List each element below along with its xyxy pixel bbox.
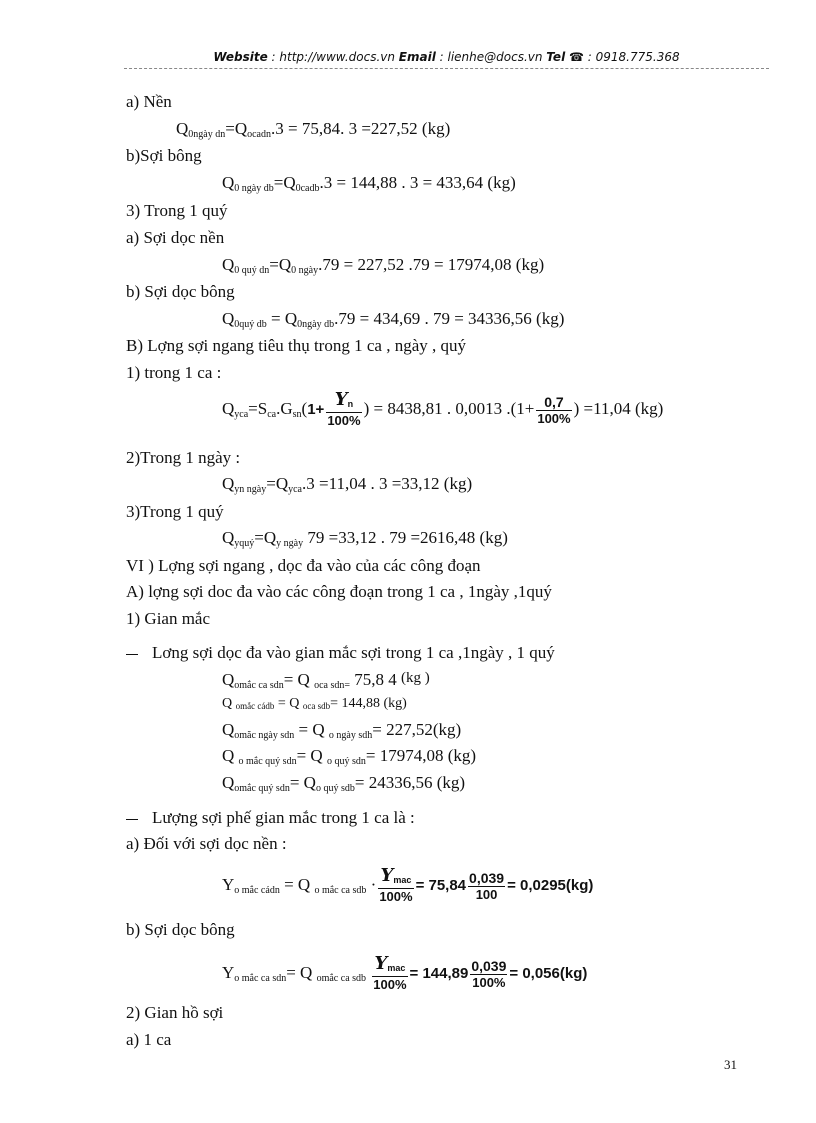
page-header [124, 50, 769, 64]
heading-soi-doc-bong-2: b) Sợi dọc bông [126, 920, 235, 939]
formula-q-ngay-db: Q0 ngày db=Q0cadb.3 = 144,88 . 3 = 433,64 (kg) [222, 173, 516, 194]
page-number: 31 [724, 1057, 737, 1072]
fraction-ymac-over-100-b: $\frac{\text{Ymac}}{100\%}$ [373, 953, 407, 992]
bullet-dash [126, 654, 138, 655]
heading-doi-voi-soi-doc-nen: a) Đối với sợi dọc nền : [126, 834, 287, 853]
formula-q-quy-db: Q0quý db = Q0ngày db.79 = 434,69 . 79 = 34336,56 (kg) [222, 309, 565, 330]
formula-q-quy-dn: Q0 quý dn=Q0 ngày.79 = 227,52 .79 = 17974,08 (kg) [222, 255, 545, 276]
heading-trong-1-ngay: 2)Trong 1 ngày : [126, 448, 241, 467]
bullet-luong-soi-phe: Lượng sợi phế gian mắc trong 1 ca là : [126, 808, 415, 828]
tel-label: Tel [546, 50, 566, 64]
heading-trong-1-ca: 1) trong 1 ca : [126, 363, 222, 382]
formula-q-yquy: Qyquý=Qy ngày 79 =33,12 . 79 =2616,48 (kg) [222, 528, 508, 549]
website-value: : http://www.docs.vn [267, 50, 399, 64]
formula-q-ngay-dn: Q0ngày dn=Qocadn.3 = 75,84. 3 =227,52 (kg) [176, 119, 451, 140]
bullet-dash [126, 819, 138, 820]
heading-soi-bong: b)Sợi bông [126, 146, 202, 165]
heading-a-luong-soi-doc: A) lợng sợi doc đa vào các công đoạn trong 1 ca , 1ngày ,1quý [126, 582, 552, 601]
heading-gian-mac: 1) Gian mắc [126, 609, 211, 628]
formula-yomac-cadn: Yo mắc cádn = Q o mắc ca sdb · $\frac{\text{Ymac}}{100\%}$ = 75,84 $\frac{0,039}{100}$ = 0,0295(kg) [222, 865, 594, 904]
formula-qomac-quy-sdn: Q o mắc quý sdn= Q o quý sdn= 17974,08 (kg) [222, 746, 477, 767]
heading-trong-1-quy: 3) Trong 1 quý [126, 201, 228, 220]
heading-soi-doc-bong: b) Sợi dọc bông [126, 282, 235, 301]
fraction-0039-over-100: $\frac{0,039}{100}$ [469, 870, 505, 902]
heading-trong-1-quy-2: 3)Trong 1 quý [126, 502, 224, 521]
bullet-luong-soi-doc: Lơng sợi dọc đa vào gian mắc sợi trong 1 ca ,1ngày , 1 quý [126, 643, 555, 663]
heading-vi: VI ) Lợng sợi ngang , dọc đa vào của các công đoạn [126, 556, 481, 575]
tel-value: ☎ : 0918.775.368 [565, 50, 680, 64]
formula-q-yca: Qyca=Sca.Gsn(1+ $\frac{Yn}{100\%}$ ) = 8438,81 . 0,0013 .(1+ $\frac{0,7}{100\%}$ ) =11,04 (kg) [222, 389, 664, 428]
formula-yomac-ca-sdn: Yo mắc ca sdn= Q omắc ca sdb $\frac{\text{Ymac}}{100\%}$ = 144,89 $\frac{0,039}{100\%}$ = 0,056(kg) [222, 953, 588, 992]
formula-qomac-ca-sdn: Qomắc ca sdn= Q oca sdn= 75,8 4 (kg ) [222, 670, 430, 691]
formula-qomac-ca-sdb: Q omắc cádb = Q oca sdb= 144,88 (kg) [222, 696, 407, 711]
heading-soi-ngang: B) Lợng sợi ngang tiêu thụ trong 1 ca , ngày , quý [126, 336, 466, 355]
email-value: : lienhe@docs.vn [435, 50, 547, 64]
fraction-ymac-over-100: $\frac{\text{Ymac}}{100\%}$ [379, 865, 413, 904]
heading-nen: a) Nền [126, 92, 172, 111]
fraction-0039-over-100pct: $\frac{0,039}{100\%}$ [471, 958, 507, 990]
email-label: Email [398, 50, 436, 64]
formula-qomac-ngay-sdn: Qomăc ngày sdn = Q o ngày sdh= 227,52(kg) [222, 720, 462, 741]
formula-q-yn-ngay: Qyn ngày=Qyca.3 =11,04 . 3 =33,12 (kg) [222, 474, 473, 495]
header-divider [124, 68, 769, 69]
heading-gian-ho-soi: 2) Gian hồ sợi [126, 1003, 224, 1022]
formula-qomac-quy-sdb: Qomắc quý sdn= Qo quý sdb= 24336,56 (kg) [222, 773, 466, 794]
fraction-07-over-100: $\frac{0,7}{100\%}$ [537, 394, 571, 426]
website-label: Website [213, 50, 268, 64]
fraction-yn-over-100: $\frac{Yn}{100\%}$ [327, 389, 361, 428]
heading-1-ca: a) 1 ca [126, 1030, 172, 1049]
heading-soi-doc-nen: a) Sợi dọc nền [126, 228, 225, 247]
